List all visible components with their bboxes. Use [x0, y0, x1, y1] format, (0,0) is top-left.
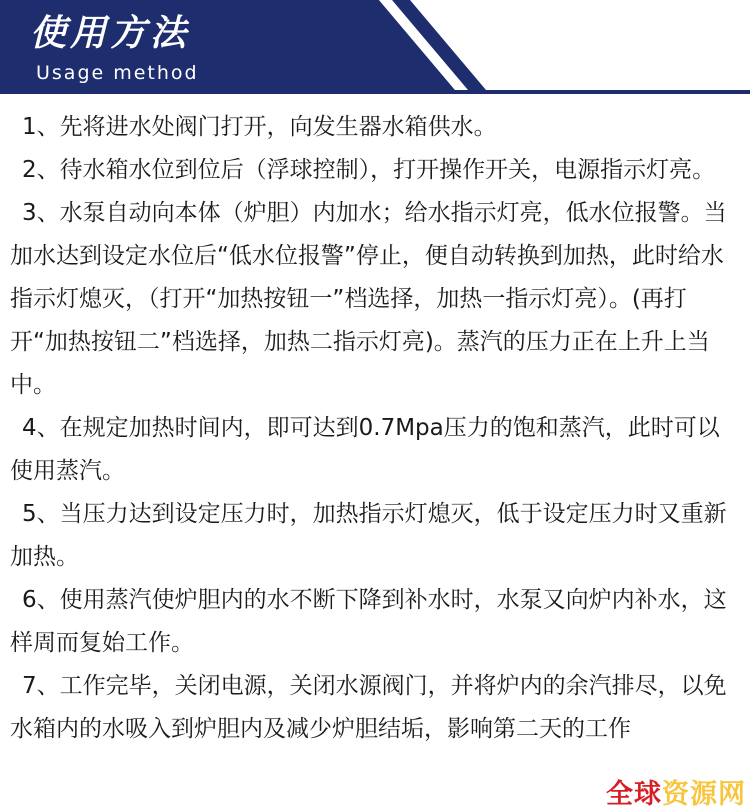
watermark-part-a: 全球 — [606, 779, 662, 810]
step-5: 5、当压力达到设定压力时，加热指示灯熄灭，低于设定压力时又重新加热。 — [10, 501, 727, 570]
step-2: 2、待水箱水位到位后（浮球控制），打开操作开关，电源指示灯亮。 — [22, 157, 716, 183]
section-title: 使用方法 — [30, 12, 191, 54]
step-4: 4、在规定加热时间内，即可达到0.7Mpa压力的饱和蒸汽，此时可以使用蒸汽。 — [10, 415, 720, 484]
step-3: 3、水泵自动向本体（炉胆）内加水；给水指示灯亮，低水位报警。当加水达到设定水位后“低水位报警”停止，便自动转换到加热，此时给水指示灯熄灭，（打开“加热按钮一”档选择，加热一指示灯亮）。(再打开“加热按钮二”档选择，加热二指示灯亮)。蒸汽的压力正在上升上当中。 — [10, 200, 727, 398]
usage-steps — [10, 106, 740, 751]
step-1: 1、先将进水处阀门打开，向发生器水箱供水。 — [22, 114, 497, 140]
step-7: 7、工作完毕，关闭电源，关闭水源阀门，并将炉内的余汽排尽，以免水箱内的水吸入到炉胆内及减少炉胆结垢，影响第二天的工作 — [10, 673, 727, 742]
section-subtitle: Usage method — [36, 62, 199, 84]
watermark-part-b: 资源网 — [662, 779, 746, 810]
site-watermark — [606, 780, 746, 810]
section-header — [0, 0, 750, 96]
step-6: 6、使用蒸汽使炉胆内的水不断下降到补水时，水泵又向炉内补水，这样周而复始工作。 — [10, 587, 727, 656]
